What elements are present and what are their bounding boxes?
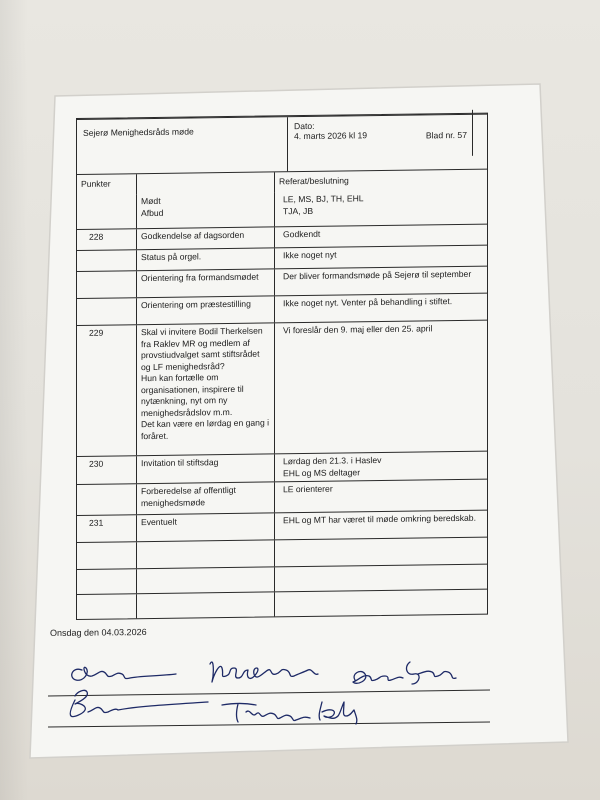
decision-text: Der bliver formandsmøde på Sejerø til september [283,268,472,282]
col-minutes: Referat/beslutning [279,175,349,187]
decision-text: EHL og MT har været til møde omkring beredskab. [283,512,476,526]
decision-text: Vi foreslår den 9. maj eller den 25. april [283,323,433,336]
agenda-topic: Orientering fra formandsmødet [137,269,275,297]
signature-line-2 [48,722,490,727]
agenda-topic: Godkendelse af dagsorden [137,227,275,249]
signature-5 [222,702,357,724]
item-number: 230 [77,456,137,484]
meeting-title: Sejerø Menighedsråds møde [77,117,288,174]
signature-1 [72,667,176,680]
agenda-topic: Status på orgel. [137,248,275,270]
date-label: Dato: [294,120,315,132]
item-number: 229 [77,325,137,456]
col-points: Punkter [77,174,137,195]
signature-3 [353,662,456,684]
agenda-topic: Orientering om præstestilling [137,296,275,324]
item-number: 228 [77,229,137,250]
agenda-topic: Mødt Afbud [137,192,275,228]
decision-text: Godkendt [283,228,321,240]
agenda-topic: Forberedelse af offentligt menighedsmøde [137,482,275,514]
decision-text: Ikke noget nyt [283,249,337,261]
decision-text: LE orienterer [283,483,333,495]
date-value: 4. marts 2026 kl 19 [294,130,368,142]
agenda-topic: Invitation til stiftsdag [137,454,275,483]
decision-text: Lørdag den 21.3. i Haslev EHL og MS deltager [283,455,382,478]
signing-date: Onsdag den 04.03.2026 [50,626,147,638]
sheet-number: Blad nr. 57 [425,129,467,141]
signature-2 [210,662,318,682]
signature-line-1 [48,690,490,696]
item-number: 231 [77,515,137,542]
decision-text: LE, MS, BJ, TH, EHL TJA, JB [283,193,364,216]
agenda-topic: Skal vi invitere Bodil Therkelsen fra Raklev MR og medlem af provstiudvalget samt stiftsrådet og LF menighedsråd? Hun kan fortælle om organisationen, inspirere til nytænkning, nyt om ny menighedsrådslov m.m. Det kan være en lørdag en gang i foråret. [137,323,275,455]
decision-text: Ikke noget nyt. Venter på behandling i stiftet. [283,296,453,309]
agenda-topic: Eventuelt [137,513,275,541]
